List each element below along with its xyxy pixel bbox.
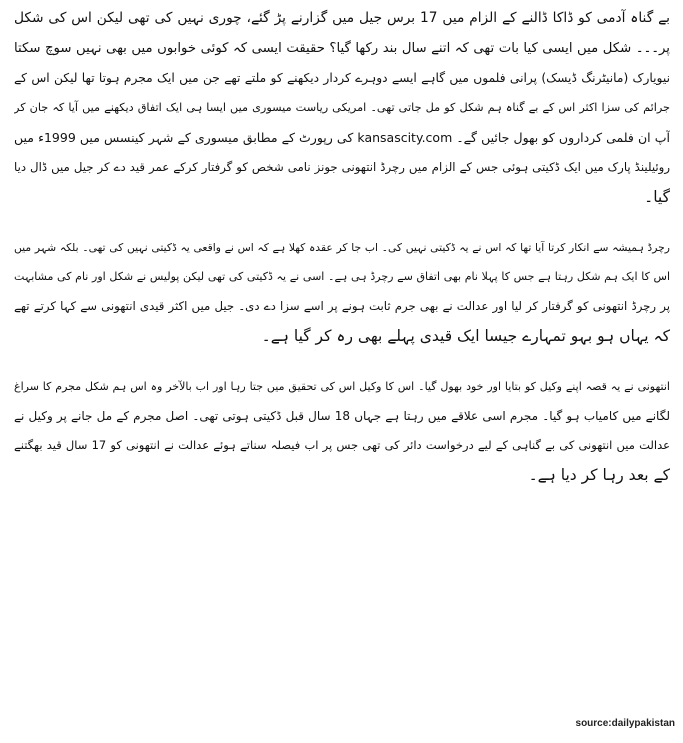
text-line: انتھونی نے یہ قصہ اپنے وکیل کو بتایا اور خود بھول گیا۔ اس کا وکیل اس کی تحقیق میں جتا رہا اور اب بالآخر وہ اس ہم شکل مجرم کا سراغ: [14, 379, 670, 393]
text-line: اس کا ایک ہم شکل رہتا ہے جس کا پہلا نام بھی اتفاق سے رچرڈ ہی ہے۔ اسی نے یہ ڈکیتی کی تھی لیکن پولیس نے شکل اور نام کی مشابہت: [14, 270, 670, 284]
text-line: کہ یہاں ہو بہو تمہارے جیسا ایک قیدی پہلے بھی رہ کر گیا ہے۔: [261, 326, 670, 345]
article-body: [14, 4, 670, 511]
text-line: کے بعد رہا کر دیا ہے۔: [528, 466, 670, 485]
source-credit: source:dailypakistan: [575, 718, 675, 729]
text-line: لگانے میں کامیاب ہو گیا۔ مجرم اسی علاقے میں رہتا ہے جہاں 18 سال قبل ڈکیتی ہوتی تھی۔ اصل مجرم کے مل جانے پر وکیل نے: [14, 408, 670, 423]
text-line: پر رچرڈ انتھونی کو گرفتار کر لیا اور عدالت نے بھی جرم ثابت ہونے پر اسے سزا دے دی۔ جیل میں اکثر قیدی انتھونی سے کہا کرتے تھے: [14, 299, 670, 314]
text-line: روئیلینڈ پارک میں ایک ڈکیتی ہوئی جس کے الزام میں رچرڈ انتھونی جونز نامی شخص کو گرفتار کرکے عمر قید دے کر جیل میں ڈال دیا: [14, 159, 670, 174]
text-line: رچرڈ ہمیشہ سے انکار کرتا آیا تھا کہ اس نے یہ ڈکیتی نہیں کی۔ اب جا کر عقدہ کھلا ہے کہ اس نے واقعی یہ ڈکیتی نہیں کی تھی۔ بلکہ شہر میں: [14, 240, 670, 254]
paragraph-1: [14, 4, 670, 213]
text-line: آپ ان فلمی کرداروں کو بھول جائیں گے۔ kansascity.com کی رپورٹ کے مطابق میسوری کے شہر کینسس میں 1999ء میں: [14, 130, 670, 146]
text-line: نیویارک (مانیٹرنگ ڈیسک) پرانی فلموں میں گاہے ایسے دوہرے کردار دیکھنے کو ملتے تھے جن میں ایک مجرم ہوتا تھا لیکن اس کے: [14, 70, 670, 85]
text-line: گیا۔: [644, 187, 670, 206]
paragraph-3: [14, 372, 670, 491]
paragraph-2: [14, 233, 670, 352]
text-line: عدالت میں انتھونی کی بے گناہی کے لیے درخواست دائر کی تھی جس پر اب فیصلہ سناتے ہوئے عدالت نے انتھونی کو 17 سال قید بھگتنے: [14, 438, 670, 453]
text-line: جرائم کی سزا اکثر اس کے بے گناہ ہم شکل کو مل جاتی تھی۔ امریکی ریاست میسوری میں ایسا ہی ایک اتفاق دیکھنے میں آیا کہ جان کر: [14, 101, 670, 115]
text-line: پر۔۔۔ شکل میں ایسی کیا بات تھی کہ اتنے سال بند رکھا گیا؟ حقیقت ایسی کہ کوئی خوابوں میں بھی نہیں سوچ سکتا: [14, 40, 670, 56]
text-line: بے گناہ آدمی کو ڈاکا ڈالنے کے الزام میں 17 برس جیل میں گزارنے پڑ گئے، چوری نہیں کی تھی لیکن اس کی شکل: [14, 10, 670, 26]
